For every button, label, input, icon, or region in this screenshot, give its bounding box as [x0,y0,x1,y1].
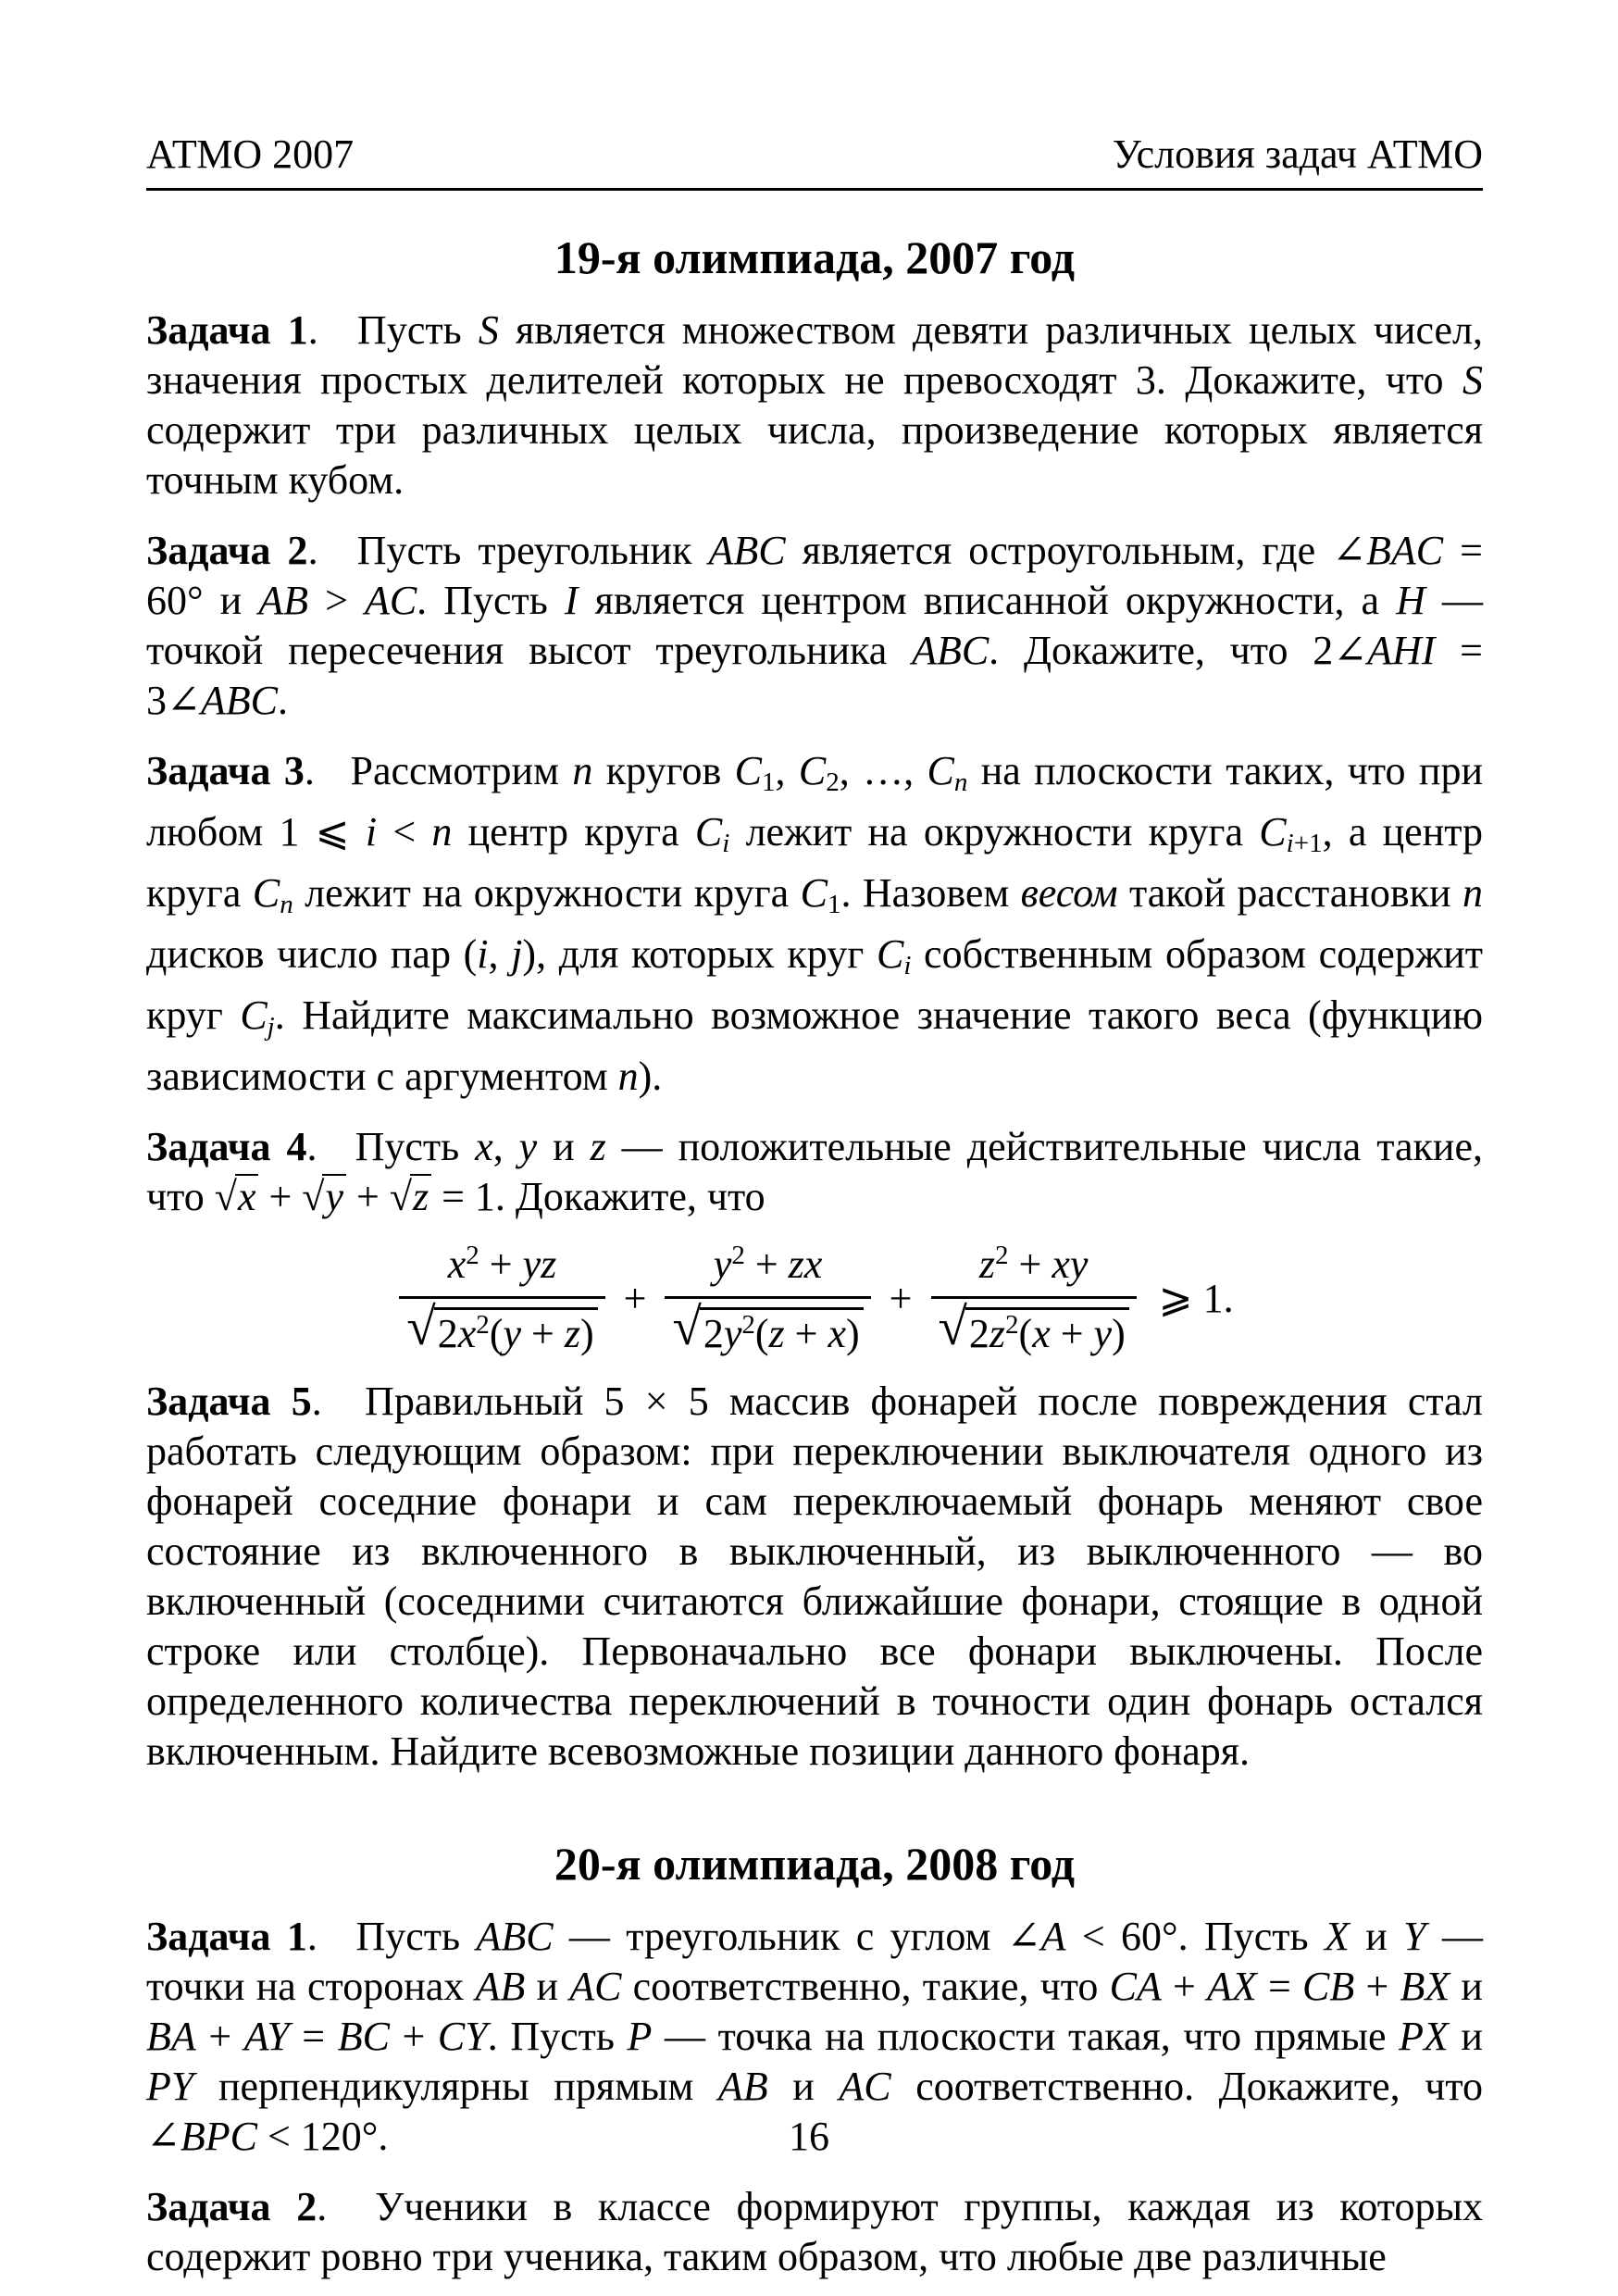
fraction-3-radicand: $2z^2(x + y)$ [965,1307,1129,1354]
display-formula [146,1241,1483,1357]
plus-operator: + [623,1276,647,1321]
header-left-text: АТМО 2007 [146,131,355,177]
fraction-2-denominator [665,1296,870,1356]
problem-2007-1: Задача 1. Пусть S является множеством девяти различных целых чисел, значения простых делителей которых не превосходят 3. Докажите, что S содержит три различных целых числа, произведение которых является точным кубом. [146,306,1484,503]
header-rule [146,188,1483,191]
inequality-rhs: ⩾ 1. [1158,1276,1234,1321]
fraction-2-radicand: $2y^2(z + x)$ [700,1307,864,1354]
running-header [146,131,1483,177]
page-number: 16 [789,2114,829,2159]
fraction-1-denominator [399,1296,604,1356]
plus-operator: + [889,1276,913,1321]
section-title-2007: 19-я олимпиада, 2007 год [554,231,1076,284]
section-title-2008: 20-я олимпиада, 2008 год [554,1838,1076,1890]
fraction-2 [665,1241,870,1357]
problem-2008-1: Задача 1. Пусть ABC — треугольник с углом ∠A < 60°. Пусть X и Y — точки на сторонах AB и AC соответственно, такие, что CA + AX = CB + BX и BA + AY = BC + CY. Пусть P — точка на плоскости такая, что прямые PX и PY перпендикулярны прямым AB и AC соответственно. Докажите, что ∠BPC < 120°. [146,1913,1484,2159]
fraction-3 [931,1241,1137,1357]
sqrt-icon: √ [406,1298,436,1357]
text-block [146,131,1483,2282]
sqrt-icon: √ [672,1298,702,1357]
sqrt-icon: √ [938,1298,967,1357]
fraction-1 [399,1241,604,1357]
header-right-text: Условия задач АТМО [1112,131,1483,177]
problem-2007-3: Задача 3. Рассмотрим n кругов C1, C2, …, Cn на плоскости таких, что при любом 1 ⩽ i < n центр круга Ci лежит на окружности круга Ci+1, а центр круга Cn лежит на окружности круга C1. Назовем весом такой расстановки n дисков число пар (i, j), для которых круг Ci собственным образом содержит круг Cj. Найдите максимально возможное значение такого веса (функцию зависимости с аргументом n). [146,747,1484,1099]
fraction-2-numerator: $y^2$ + zx [713,1240,823,1287]
fraction-3-denominator [931,1296,1137,1356]
fraction-3-numerator: $z^2$ + xy [978,1240,1089,1287]
problem-2008-2: Задача 2. Ученики в классе формируют группы, каждая из которых содержит ровно три ученика, таким образом, что любые две различные [146,2183,1484,2279]
fraction-1-numerator: $x^2$ + yz [447,1240,557,1287]
problem-2007-2: Задача 2. Пусть треугольник ABC является остроугольным, где ∠BAC = 60° и AB > AC. Пусть I является центром вписанной окружности, а H — точкой пересечения высот треугольника ABC. Докажите, что 2∠AHI = 3∠ABC. [146,527,1483,723]
problem-2007-5: Задача 5. Правильный 5 × 5 массив фонарей после повреждения стал работать следующим образом: при переключении выключателя одного из фонарей соседние фонари и сам переключаемый фонарь меняют свое состояние из включенного в выключенный, из выключенного — во включенный (соседними считаются ближайшие фонари, стоящие в одной строке или столбце). Первоначально все фонари выключены. После определенного количества переключений в точности один фонарь остался включенным. Найдите всевозможные позиции данного фонаря. [146,1379,1484,1775]
fraction-1-radicand: $2x^2(y + z)$ [434,1307,598,1354]
problem-2007-4: Задача 4. Пусть x, y и z — положительные действительные числа такие, что √x + √y + √z = 1. Докажите, что [146,1123,1483,1219]
